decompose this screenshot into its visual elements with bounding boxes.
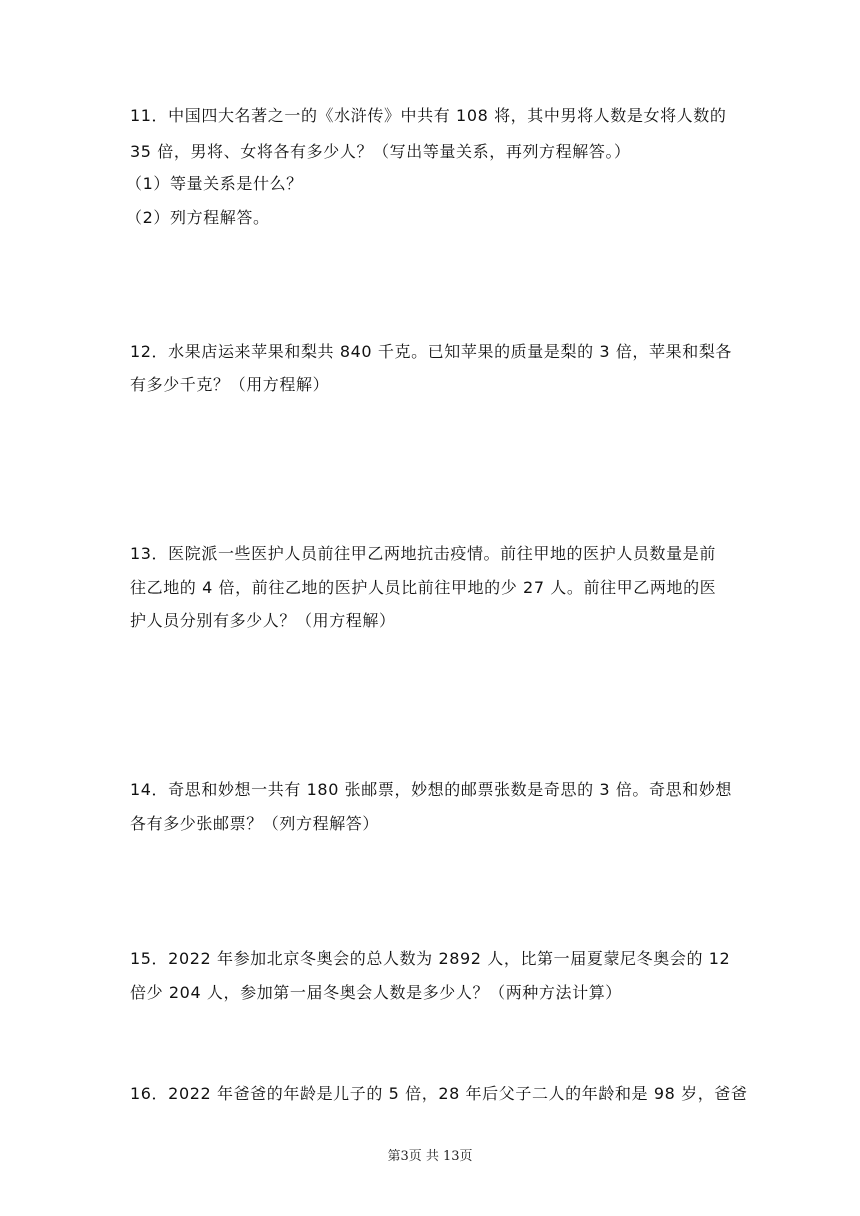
question-14-line-2: 各有多少张邮票？（列方程解答）: [130, 814, 380, 833]
page-number-footer: 第3页 共 13页: [387, 1149, 473, 1164]
question-11-subpart-2: （2）列方程解答。: [126, 208, 270, 227]
question-13-line-3: 护人员分别有多少人？（用方程解）: [130, 611, 396, 630]
question-11-line-2: 35 倍，男将、女将各有多少人？（写出等量关系，再列方程解答。）: [130, 142, 631, 161]
question-13-line-1: 13．医院派一些医护人员前往甲乙两地抗击疫情。前往甲地的医护人员数量是前: [130, 544, 716, 563]
question-13-line-2: 往乙地的 4 倍，前往乙地的医护人员比前往甲地的少 27 人。前往甲乙两地的医: [130, 578, 717, 597]
question-16-line-1: 16．2022 年爸爸的年龄是儿子的 5 倍，28 年后父子二人的年龄和是 98 岁，爸爸: [130, 1084, 748, 1103]
question-12-line-1: 12．水果店运来苹果和梨共 840 千克。已知苹果的质量是梨的 3 倍，苹果和梨各: [130, 342, 733, 361]
question-11-subpart-1: （1）等量关系是什么？: [126, 174, 303, 193]
question-15-line-2: 倍少 204 人，参加第一届冬奥会人数是多少人？（两种方法计算）: [130, 983, 622, 1002]
question-14-line-1: 14．奇思和妙想一共有 180 张邮票，妙想的邮票张数是奇思的 3 倍。奇思和妙想: [130, 780, 733, 799]
question-11-line-1: 11．中国四大名著之一的《水浒传》中共有 108 将，其中男将人数是女将人数的: [130, 106, 727, 125]
question-12-line-2: 有多少千克？（用方程解）: [130, 375, 330, 394]
question-15-line-1: 15．2022 年参加北京冬奥会的总人数为 2892 人，比第一届夏蒙尼冬奥会的 12: [130, 949, 731, 968]
